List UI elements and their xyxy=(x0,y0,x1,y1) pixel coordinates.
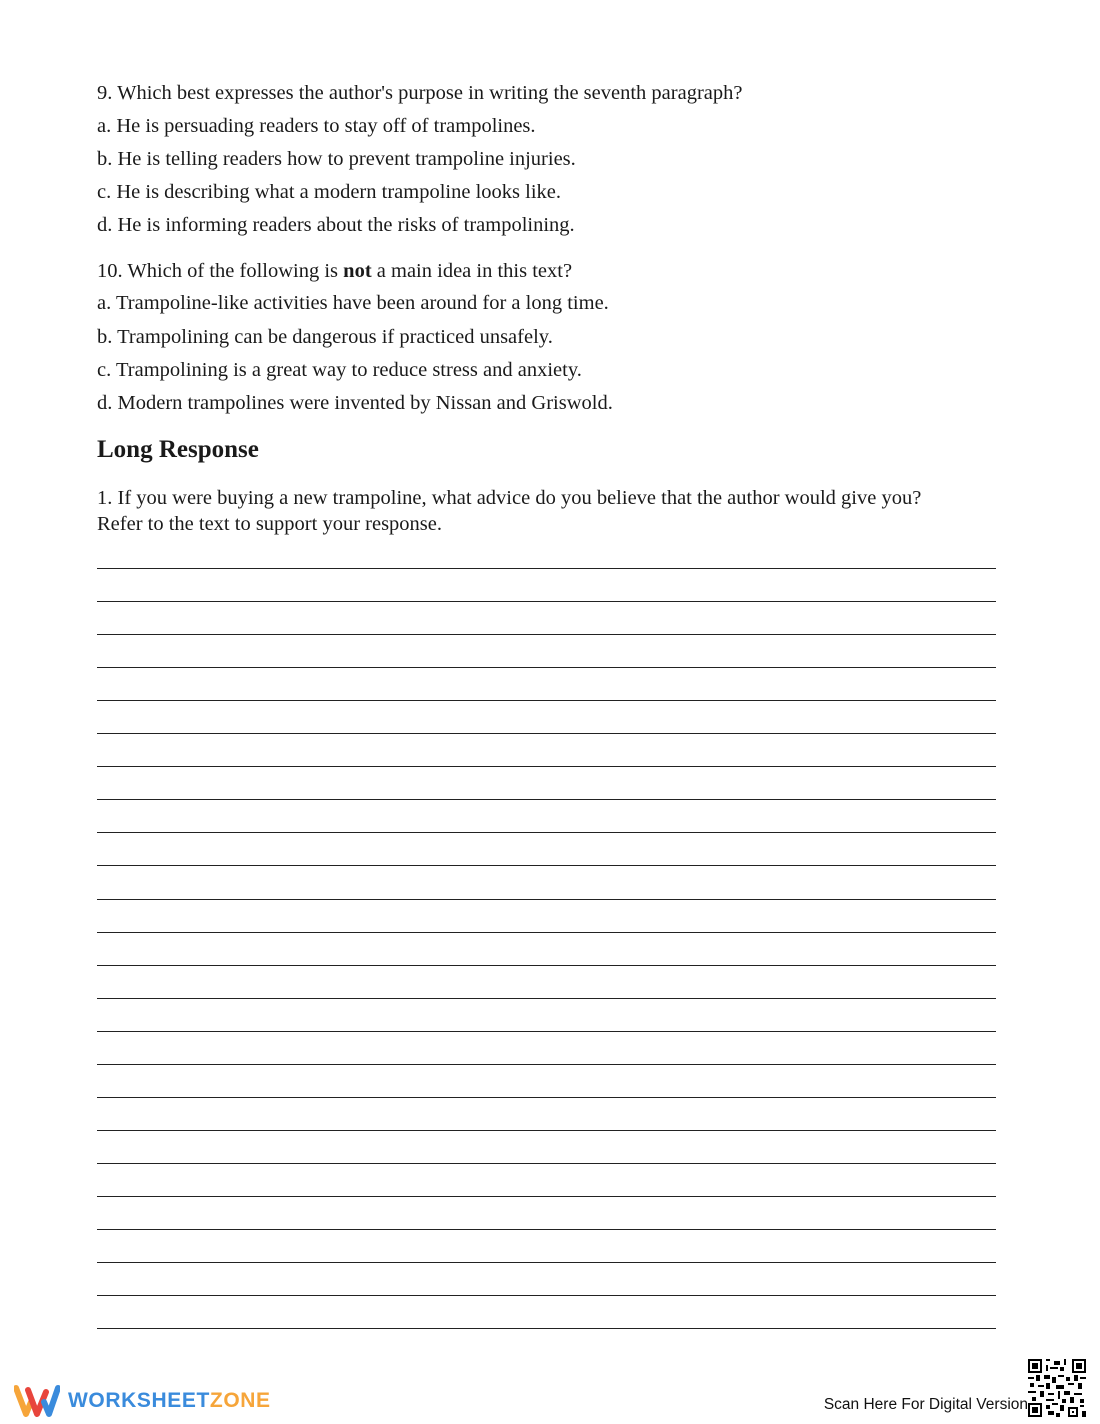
q10-option-b: b. Trampolining can be dangerous if practiced unsafely. xyxy=(97,326,553,348)
section-heading: Long Response xyxy=(97,436,259,463)
q10-stem-emphasis: not xyxy=(343,260,372,282)
q10-stem-part1: 10. Which of the following is xyxy=(97,260,344,282)
answer-line[interactable] xyxy=(97,932,996,933)
answer-line[interactable] xyxy=(97,1097,996,1098)
q10-option-a: a. Trampoline-like activities have been around for a long time. xyxy=(97,292,609,314)
q10-stem-part2: a main idea in this text? xyxy=(371,260,573,282)
answer-line[interactable] xyxy=(97,601,996,602)
answer-line[interactable] xyxy=(97,1031,996,1032)
answer-line[interactable] xyxy=(97,1262,996,1263)
answer-line[interactable] xyxy=(97,1064,996,1065)
q9-option-d: d. He is informing readers about the risks of trampolining. xyxy=(97,214,575,236)
answer-line[interactable] xyxy=(97,1130,996,1131)
answer-line[interactable] xyxy=(97,899,996,900)
q9-stem: 9. Which best expresses the author's purpose in writing the seventh paragraph? xyxy=(97,82,743,104)
answer-line[interactable] xyxy=(97,832,996,833)
answer-line[interactable] xyxy=(97,998,996,999)
brand-name-part1: WORKSHEET xyxy=(68,1389,210,1412)
answer-line[interactable] xyxy=(97,1196,996,1197)
brand-name-part2: ZONE xyxy=(209,1389,271,1412)
answer-line[interactable] xyxy=(97,865,996,866)
q9-option-c: c. He is describing what a modern trampoline looks like. xyxy=(97,181,561,203)
answer-line[interactable] xyxy=(97,766,996,767)
long-response-prompt-line2: Refer to the text to support your response. xyxy=(97,513,443,535)
answer-line[interactable] xyxy=(97,1229,996,1230)
q10-option-d: d. Modern trampolines were invented by Nissan and Griswold. xyxy=(97,392,613,414)
answer-line[interactable] xyxy=(97,733,996,734)
answer-line[interactable] xyxy=(97,1328,996,1329)
answer-line[interactable] xyxy=(97,667,996,668)
q10-stem xyxy=(97,260,572,283)
q9-option-b: b. He is telling readers how to prevent trampoline injuries. xyxy=(97,148,576,170)
scan-here-text: Scan Here For Digital Version xyxy=(823,1396,1028,1413)
q10-option-c: c. Trampolining is a great way to reduce stress and anxiety. xyxy=(97,359,582,381)
worksheetzone-logo xyxy=(14,1384,271,1418)
answer-line[interactable] xyxy=(97,1295,996,1296)
worksheetzone-w-logo-icon xyxy=(14,1384,60,1418)
qr-code-icon[interactable] xyxy=(1028,1359,1086,1417)
answer-line[interactable] xyxy=(97,568,996,569)
answer-line[interactable] xyxy=(97,799,996,800)
brand-name xyxy=(68,1389,271,1413)
answer-line[interactable] xyxy=(97,1163,996,1164)
long-response-prompt-line1: 1. If you were buying a new trampoline, what advice do you believe that the author would give you? xyxy=(97,487,922,509)
answer-line[interactable] xyxy=(97,700,996,701)
q9-option-a: a. He is persuading readers to stay off of trampolines. xyxy=(97,115,536,137)
answer-line[interactable] xyxy=(97,965,996,966)
answer-line[interactable] xyxy=(97,634,996,635)
